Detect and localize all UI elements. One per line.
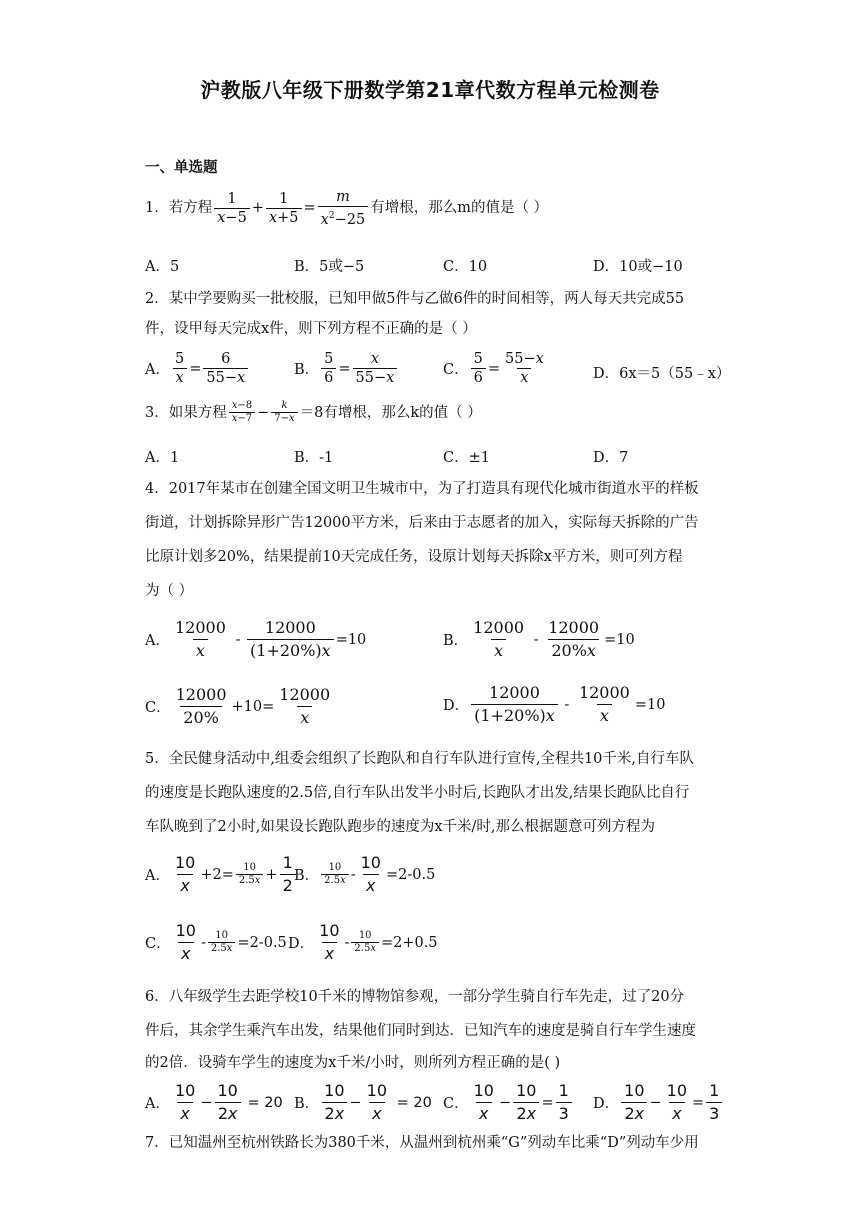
question-5-line-2: 的速度是长跑队速度的2.5倍,自行车队出发半小时后,长跑队才出发,结果长跑队比自行 [145,785,690,801]
question-3-suffix: ＝8有增根，那么k的值（ ） [299,404,482,421]
q6-option-b: B． $\frac{10}{2x}$ − $\frac{10}{x}$ = 20 [294,1081,432,1123]
fraction: $\frac{1}{x+5}$ [266,190,302,227]
q4-option-d: D． $\frac{12000}{(1+20\%)x}$ - $\frac{12000}{x}$ =10 [443,683,666,725]
q2-option-a: A． $\frac{5}{x}$ = $\frac{6}{55-x}$ [145,350,250,387]
question-4-line-2: 街道，计划拆除异形广告12000平方米，后来由于志愿者的加入，实际每天拆除的广告 [145,515,699,531]
q2-option-b: B． $\frac{5}{6}$ = $\frac{x}{55-x}$ [294,350,399,387]
q2-option-d: D．6x＝5（55﹣x） [593,366,731,382]
fraction: $\frac{m}{x^2-25}$ [318,188,369,229]
q5-option-b: B． $\frac{10}{2.5x}$ - $\frac{10}{x}$ =2-0.5 [294,853,436,895]
question-1-suffix: 有增根，那么m的值是（ ） [370,200,549,217]
question-7-line-1: 7．已知温州至杭州铁路长为380千米，从温州到杭州乘“G”列动车比乘“D”列动车少用 [145,1135,699,1151]
fraction: $\frac{1}{x-5}$ [214,190,250,227]
question-6-line-1: 6．八年级学生去距学校10千米的博物馆参观，一部分学生骑自行车先走，过了20分 [145,989,685,1005]
q5-option-d: D． $\frac{10}{x}$ - $\frac{10}{2.5x}$ =2+0.5 [288,921,438,963]
q3-option-d: D．7 [593,450,629,466]
question-1: 1．若方程 $\frac{1}{x-5}$ + $\frac{1}{x+5}$ = $\frac{m}{x^2-25}$ 有增根，那么m的值是（ ） [145,189,549,228]
question-2-line-2: 件，设甲每天完成x件，则下列方程不正确的是（ ） [145,321,477,337]
question-5-line-1: 5．全民健身活动中,组委会组织了长跑队和自行车队进行宣传,全程共10千米,自行车队 [145,751,695,767]
q3-option-c: C．±1 [443,450,490,466]
q5-option-a: A． $\frac{10}{x}$ +2= $\frac{10}{2.5x}$ + $\frac{1}{2}$ [145,852,298,897]
question-3: 3．如果方程 $\frac{x-8}{x-7}$ − $\frac{k}{7-x}$ ＝8有增根，那么k的值（ ） [145,400,482,424]
question-4-line-3: 比原计划多20%，结果提前10天完成任务，设原计划每天拆除x平方米，则可列方程 [145,549,683,565]
section-heading: 一、单选题 [145,160,218,176]
q4-option-b: B． $\frac{12000}{x}$ - $\frac{12000}{20\%x}$ =10 [443,618,635,660]
q1-option-a: A．5 [145,259,180,275]
question-2-line-1: 2．某中学要购买一批校服，已知甲做5件与乙做6件的时间相等，两人每天共完成55 [145,291,685,307]
q6-option-a: A． $\frac{10}{x}$ − $\frac{10}{2x}$ = 20 [145,1081,283,1123]
q2-option-c: C． $\frac{5}{6}$ = $\frac{55-x}{x}$ [443,351,544,386]
page-title: 沪教版八年级下册数学第21章代数方程单元检测卷 [200,78,660,102]
q4-option-c: C． $\frac{12000}{20\%}$ +10= $\frac{12000}{x}$ [145,685,331,727]
question-6-line-3: 的2倍．设骑车学生的速度为x千米/小时，则所列方程正确的是( ) [145,1055,561,1071]
q3-option-b: B．-1 [294,450,334,466]
q5-option-c: C． $\frac{10}{x}$ - $\frac{10}{2.5x}$ =2-0.5 [145,921,287,963]
q1-option-b: B．5或−5 [294,259,365,275]
question-4-line-4: 为（ ） [145,583,194,599]
q6-option-d: D． $\frac{10}{2x}$ − $\frac{10}{x}$ = $\frac{1}{3}$ [593,1080,724,1125]
q4-option-a: A． $\frac{12000}{x}$ - $\frac{12000}{(1+20\%)x}$ =10 [145,618,367,660]
q6-option-c: C． $\frac{10}{x}$ − $\frac{10}{2x}$ = $\frac{1}{3}$ [443,1080,574,1125]
q1-option-d: D．10或−10 [593,259,683,275]
question-3-prefix: 3．如果方程 [145,404,227,421]
question-5-line-3: 车队晚到了2小时,如果设长跑队跑步的速度为x千米/时,那么根据题意可列方程为 [145,819,656,835]
q3-option-a: A．1 [145,450,180,466]
question-6-line-2: 件后，其余学生乘汽车出发，结果他们同时到达．已知汽车的速度是骑自行车学生速度 [145,1023,696,1039]
question-4-line-1: 4．2017年某市在创建全国文明卫生城市中，为了打造具有现代化城市街道水平的样板 [145,481,699,497]
q1-option-c: C．10 [443,259,488,275]
question-1-prefix: 1．若方程 [145,200,213,217]
